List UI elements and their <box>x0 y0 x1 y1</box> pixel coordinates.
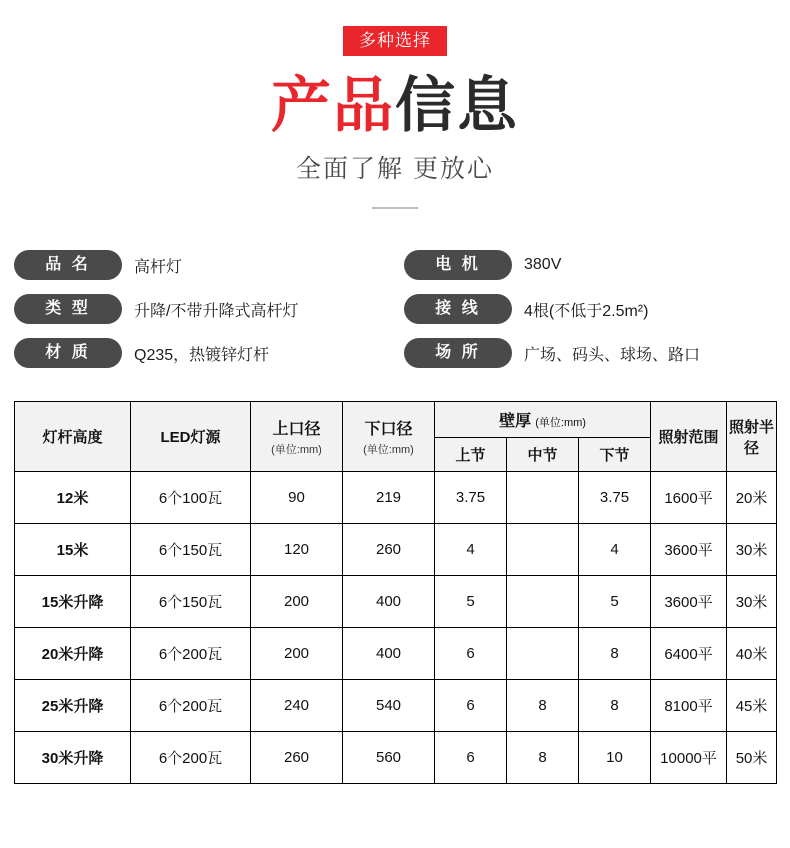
cell-wall-top: 6 <box>435 628 507 680</box>
spec-label: 接 线 <box>404 294 512 324</box>
spec-table-wrap <box>14 401 776 784</box>
cell-wall-bottom: 8 <box>579 680 651 732</box>
spec-row <box>14 331 776 375</box>
cell-wall-mid: 8 <box>507 732 579 784</box>
cell-radius: 50米 <box>727 732 777 784</box>
spec-item-wiring <box>404 294 776 324</box>
cell-bottom: 219 <box>343 472 435 524</box>
cell-radius: 40米 <box>727 628 777 680</box>
cell-height: 25米升降 <box>15 680 131 732</box>
cell-bottom: 400 <box>343 628 435 680</box>
page-title-red: 产品 <box>271 72 395 139</box>
cell-wall-mid <box>507 628 579 680</box>
cell-wall-top: 6 <box>435 680 507 732</box>
cell-top: 200 <box>251 576 343 628</box>
col-range: 照射范围 <box>651 402 727 472</box>
table-row <box>15 628 777 680</box>
col-wall-thickness <box>435 402 651 438</box>
cell-range: 3600平 <box>651 524 727 576</box>
cell-wall-mid: 8 <box>507 680 579 732</box>
col-wall-mid: 中节 <box>507 438 579 472</box>
table-row <box>15 472 777 524</box>
spec-label: 电 机 <box>404 250 512 280</box>
spec-row <box>14 287 776 331</box>
cell-bottom: 400 <box>343 576 435 628</box>
table-row <box>15 680 777 732</box>
cell-height: 30米升降 <box>15 732 131 784</box>
cell-bottom: 540 <box>343 680 435 732</box>
spec-item-product-name <box>14 250 404 280</box>
cell-range: 1600平 <box>651 472 727 524</box>
cell-range: 6400平 <box>651 628 727 680</box>
cell-top: 120 <box>251 524 343 576</box>
spec-table <box>14 401 777 784</box>
page-title <box>0 74 790 137</box>
page-title-dark: 信息 <box>395 72 519 139</box>
cell-wall-mid <box>507 576 579 628</box>
cell-wall-bottom: 3.75 <box>579 472 651 524</box>
col-bottom-diameter-label: 下口径 <box>364 421 413 438</box>
cell-radius: 30米 <box>727 576 777 628</box>
col-bottom-diameter-unit: (单位:mm) <box>363 444 414 456</box>
cell-top: 240 <box>251 680 343 732</box>
cell-led: 6个200瓦 <box>131 732 251 784</box>
table-header-row-1 <box>15 402 777 438</box>
cell-wall-bottom: 8 <box>579 628 651 680</box>
col-pole-height: 灯杆高度 <box>15 402 131 472</box>
col-led-source: LED灯源 <box>131 402 251 472</box>
spec-item-venue <box>404 338 776 368</box>
spec-value: 广场、码头、球场、路口 <box>524 346 701 364</box>
cell-bottom: 560 <box>343 732 435 784</box>
spec-row <box>14 243 776 287</box>
header-badge: 多种选择 <box>343 26 447 56</box>
spec-value: 升降/不带升降式高杆灯 <box>134 302 299 320</box>
page-subtitle: 全面了解 更放心 <box>296 155 494 183</box>
col-bottom-diameter <box>343 402 435 472</box>
cell-top: 200 <box>251 628 343 680</box>
col-wall-bottom: 下节 <box>579 438 651 472</box>
cell-range: 10000平 <box>651 732 727 784</box>
cell-radius: 45米 <box>727 680 777 732</box>
col-top-diameter <box>251 402 343 472</box>
cell-wall-mid <box>507 472 579 524</box>
cell-led: 6个100瓦 <box>131 472 251 524</box>
cell-led: 6个200瓦 <box>131 680 251 732</box>
cell-radius: 30米 <box>727 524 777 576</box>
cell-height: 12米 <box>15 472 131 524</box>
spec-item-material <box>14 338 404 368</box>
spec-label: 材 质 <box>14 338 122 368</box>
cell-wall-top: 3.75 <box>435 472 507 524</box>
spec-value: 4根(不低于2.5m²) <box>524 302 649 320</box>
table-row <box>15 524 777 576</box>
cell-range: 3600平 <box>651 576 727 628</box>
cell-top: 90 <box>251 472 343 524</box>
cell-led: 6个200瓦 <box>131 628 251 680</box>
spec-label: 品 名 <box>14 250 122 280</box>
cell-wall-bottom: 5 <box>579 576 651 628</box>
col-wall-thickness-unit: (单位:mm) <box>535 417 586 429</box>
cell-radius: 20米 <box>727 472 777 524</box>
table-row <box>15 732 777 784</box>
col-wall-top: 上节 <box>435 438 507 472</box>
col-top-diameter-label: 上口径 <box>272 421 321 438</box>
page-header <box>0 0 790 209</box>
table-body <box>15 472 777 784</box>
col-radius: 照射半径 <box>727 402 777 472</box>
spec-item-type <box>14 294 404 324</box>
spec-label: 类 型 <box>14 294 122 324</box>
cell-height: 15米 <box>15 524 131 576</box>
table-row <box>15 576 777 628</box>
spec-list <box>14 243 776 375</box>
cell-range: 8100平 <box>651 680 727 732</box>
cell-wall-bottom: 4 <box>579 524 651 576</box>
spec-value: 高杆灯 <box>134 258 183 276</box>
cell-bottom: 260 <box>343 524 435 576</box>
spec-value: Q235，热镀锌灯杆 <box>134 346 270 364</box>
cell-led: 6个150瓦 <box>131 576 251 628</box>
cell-wall-bottom: 10 <box>579 732 651 784</box>
spec-item-motor <box>404 250 776 280</box>
cell-height: 15米升降 <box>15 576 131 628</box>
spec-value: 380V <box>524 256 562 273</box>
col-wall-thickness-label: 壁厚 <box>499 413 532 430</box>
cell-led: 6个150瓦 <box>131 524 251 576</box>
col-top-diameter-unit: (单位:mm) <box>271 444 322 456</box>
cell-height: 20米升降 <box>15 628 131 680</box>
cell-wall-top: 6 <box>435 732 507 784</box>
cell-wall-mid <box>507 524 579 576</box>
spec-label: 场 所 <box>404 338 512 368</box>
header-divider <box>372 207 418 209</box>
cell-wall-top: 5 <box>435 576 507 628</box>
cell-wall-top: 4 <box>435 524 507 576</box>
cell-top: 260 <box>251 732 343 784</box>
